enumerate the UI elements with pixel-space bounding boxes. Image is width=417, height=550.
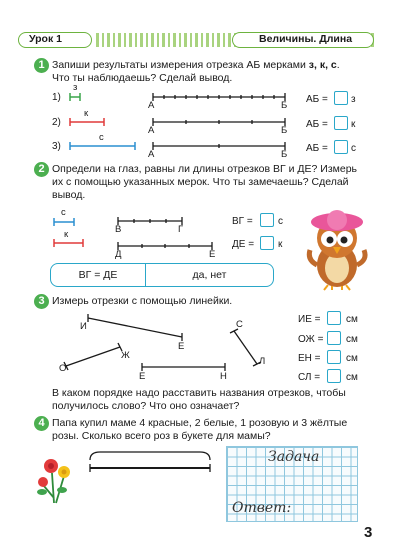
- task2-text: Определи на глаз, равны ли длины отрезков ВГ и ДЕ? Измерь их с помощью указанных мерок. Что ты замечаешь? Сделай вывод.: [52, 163, 358, 201]
- ozh-unit: см: [346, 334, 358, 345]
- ie-unit: см: [346, 314, 358, 325]
- answer-right-cell[interactable]: да, нет: [192, 269, 227, 281]
- row3-unit: с: [351, 143, 356, 154]
- lesson-label: Урок 1: [29, 33, 62, 45]
- row2-measure-tag: к: [84, 108, 89, 119]
- row2-expr: АБ =: [306, 119, 328, 130]
- task4-text: Папа купил маме 4 красные, 2 белые, 1 розовую и 3 жёлтые розы. Сколько всего роз в букете для мамы?: [52, 417, 348, 442]
- task3-question: В каком порядке надо расставить названия отрезков, чтобы получилось слово? Что оно означает?: [52, 387, 346, 412]
- task3-text: Измерь отрезки с помощью линейки.: [52, 295, 233, 307]
- row3-measure-tag: с: [99, 132, 104, 143]
- point-n: Н: [220, 371, 227, 382]
- eq-ozh: ОЖ =: [298, 334, 324, 345]
- eq-vg: ВГ =: [232, 216, 253, 227]
- point-v: В: [115, 224, 122, 235]
- row1-expr: АБ =: [306, 94, 328, 105]
- row2-point-a: А: [148, 125, 155, 136]
- row1-index: 1): [52, 92, 61, 103]
- task2-tag-c: с: [61, 207, 66, 218]
- row3-index: 3): [52, 141, 61, 152]
- task1-text: Запиши результаты измерения отрезка АБ мерками з, к, с. Что ты наблюдаешь? Сделай вывод.: [52, 59, 340, 84]
- de-unit: к: [278, 239, 283, 250]
- task4-number: 4: [34, 416, 49, 431]
- point-l: Л: [259, 356, 266, 367]
- row1-unit: з: [351, 94, 356, 105]
- sl-unit: см: [346, 372, 358, 383]
- point-g: Г: [178, 224, 184, 235]
- row1-measure-tag: з: [73, 82, 78, 93]
- page-number: 3: [364, 524, 373, 541]
- eq-sl: СЛ =: [298, 372, 321, 383]
- answer-word: Ответ:: [232, 500, 292, 516]
- eq-en: ЕН =: [298, 353, 321, 364]
- row2-point-b: Б: [281, 125, 288, 136]
- row3-expr: АБ =: [306, 143, 328, 154]
- point-e: Е: [209, 249, 216, 260]
- vg-unit: с: [278, 216, 283, 227]
- point-e2: Е: [139, 371, 146, 382]
- task2-number: 2: [34, 162, 49, 177]
- point-s: С: [236, 319, 243, 330]
- point-zh: Ж: [121, 350, 130, 361]
- point-d: Д: [115, 249, 122, 260]
- eq-ie: ИЕ =: [298, 314, 321, 325]
- en-unit: см: [346, 353, 358, 364]
- task1-number: 1: [34, 58, 49, 73]
- point-o: О: [59, 363, 67, 374]
- task-word: Задача: [268, 449, 320, 465]
- row3-point-a: А: [148, 149, 155, 160]
- row3-point-b: Б: [281, 149, 288, 160]
- topic-label: Величины. Длина: [259, 33, 353, 45]
- row2-unit: к: [351, 119, 356, 130]
- row1-point-a: А: [148, 100, 155, 111]
- row1-point-b: Б: [281, 100, 288, 111]
- point-e1: Е: [178, 341, 185, 352]
- task3-number: 3: [34, 294, 49, 309]
- row2-index: 2): [52, 117, 61, 128]
- point-i: И: [80, 321, 87, 332]
- eq-de: ДЕ =: [232, 239, 255, 250]
- answer-left-cell: ВГ = ДЕ: [51, 264, 146, 286]
- task2-tag-k: к: [64, 229, 69, 240]
